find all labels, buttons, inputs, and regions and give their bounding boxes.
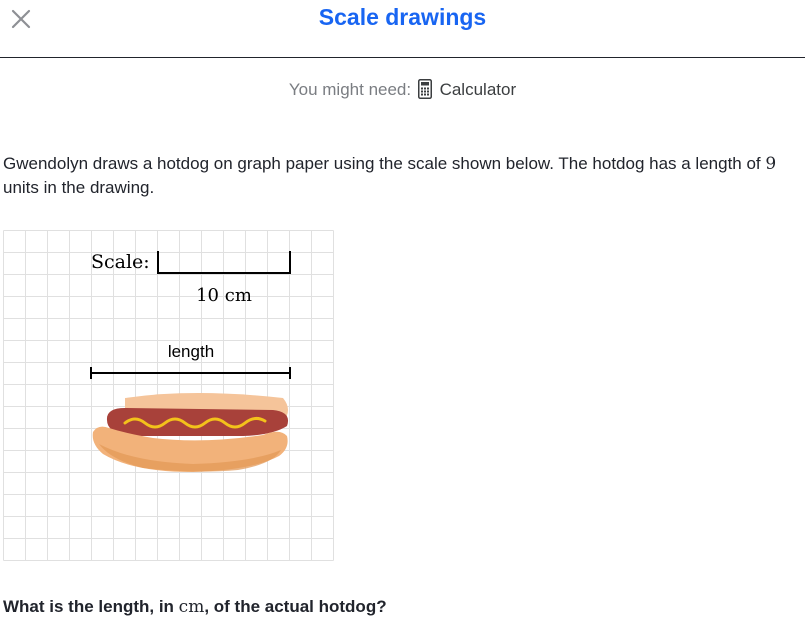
calculator-icon[interactable]	[418, 79, 432, 99]
problem-statement	[3, 152, 801, 200]
question-text-before: What is the length, in	[3, 597, 179, 616]
page-title: Scale drawings	[318, 4, 487, 30]
length-label: length	[167, 342, 215, 361]
tools-hint	[0, 79, 805, 100]
question-unit: cm	[178, 597, 205, 617]
hotdog-icon	[93, 393, 288, 472]
tools-prefix: You might need:	[288, 80, 412, 99]
scale-label: Scale:	[91, 251, 150, 273]
header-bar	[0, 0, 805, 58]
question-text-after: , of the actual hotdog?	[204, 597, 387, 616]
problem-text-after: units in the drawing.	[3, 178, 155, 197]
graph-paper-figure	[3, 230, 334, 561]
problem-length-value: 9	[765, 154, 777, 174]
scale-value: 10 cm	[196, 285, 252, 306]
question-prompt	[3, 597, 387, 617]
calculator-link[interactable]: Calculator	[439, 80, 517, 99]
problem-text-before: Gwendolyn draws a hotdog on graph paper using the scale shown below. The hotdog has a length of	[3, 154, 766, 173]
